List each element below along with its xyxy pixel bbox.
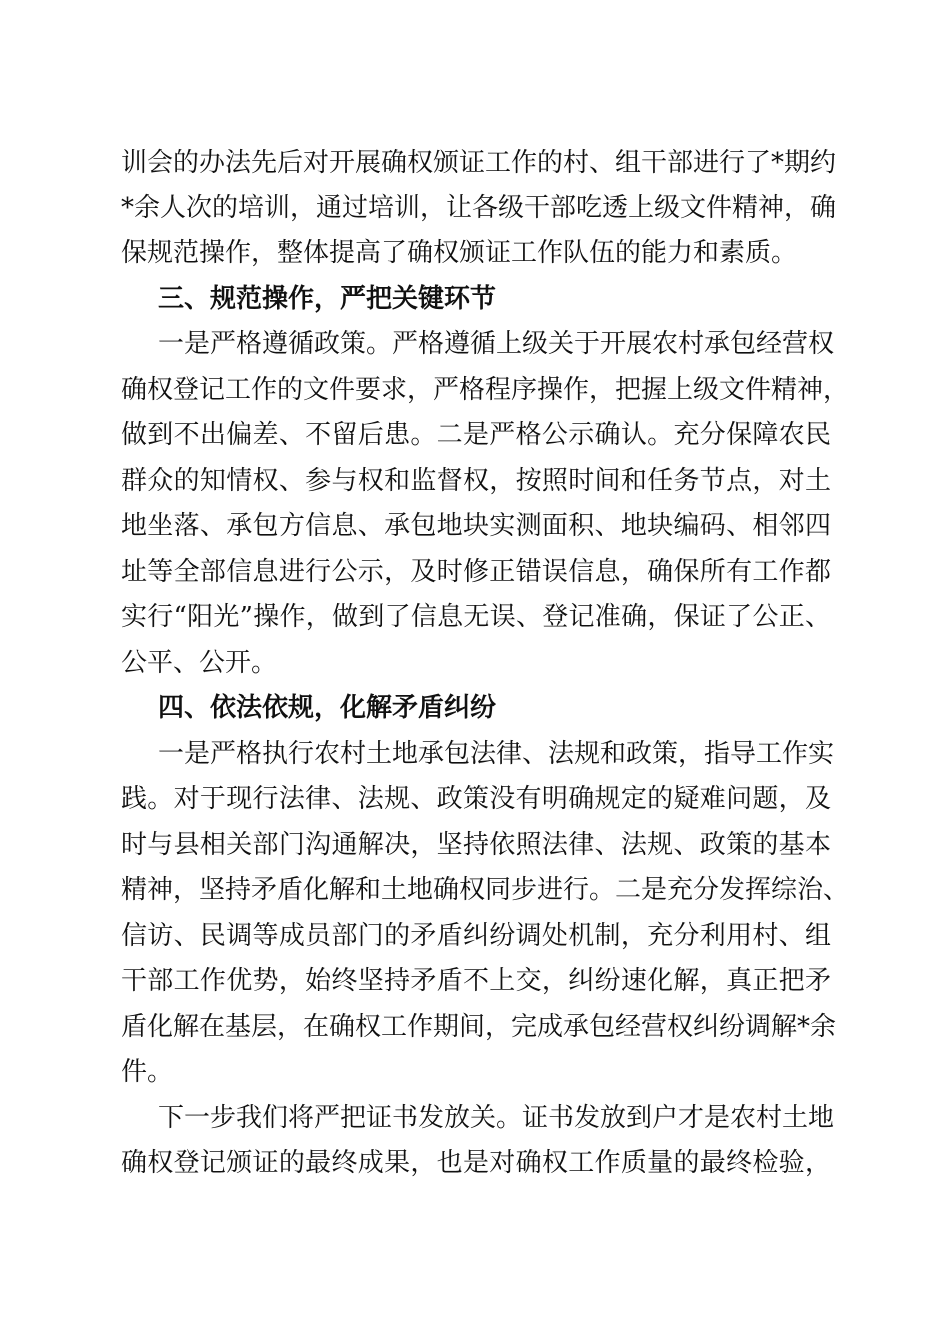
body-line: 确权登记工作的文件要求，严格程序操作，把握上级文件精神， <box>121 375 850 405</box>
section-heading-4: 四、依法依规，化解矛盾纠纷 <box>158 693 497 723</box>
body-line: 件。 <box>121 1057 174 1087</box>
body-line: 做到不出偏差、不留后患。二是严格公示确认。充分保障农民 <box>121 420 831 450</box>
body-line: 地坐落、承包方信息、承包地块实测面积、地块编码、相邻四 <box>121 511 831 541</box>
body-line: 信访、民调等成员部门的矛盾纠纷调处机制，充分利用村、组 <box>121 921 831 951</box>
body-line: 确权登记颁证的最终成果，也是对确权工作质量的最终检验， <box>121 1148 831 1178</box>
section-heading-3: 三、规范操作，严把关键环节 <box>158 284 497 314</box>
paragraph-first-line: 一是严格执行农村土地承包法律、法规和政策，指导工作实 <box>158 739 835 769</box>
body-line: 址等全部信息进行公示，及时修正错误信息，确保所有工作都 <box>121 557 831 587</box>
body-line: 群众的知情权、参与权和监督权，按照时间和任务节点，对土 <box>121 466 831 496</box>
body-line: 盾化解在基层，在确权工作期间，完成承包经营权纠纷调解*余 <box>121 1012 837 1042</box>
body-line: *余人次的培训，通过培训，让各级干部吃透上级文件精神，确 <box>121 193 837 223</box>
body-line: 干部工作优势，始终坚持矛盾不上交，纠纷速化解，真正把矛 <box>121 966 831 996</box>
paragraph-first-line: 一是严格遵循政策。严格遵循上级关于开展农村承包经营权 <box>158 329 835 359</box>
body-line: 训会的办法先后对开展确权颁证工作的村、组干部进行了*期约 <box>121 148 837 178</box>
body-line: 公平、公开。 <box>121 648 278 678</box>
body-line: 践。对于现行法律、法规、政策没有明确规定的疑难问题，及 <box>121 784 831 814</box>
body-line: 实行“阳光”操作，做到了信息无误、登记准确，保证了公正、 <box>121 602 831 632</box>
paragraph-first-line: 下一步我们将严把证书发放关。证书发放到户才是农村土地 <box>158 1103 835 1133</box>
body-line: 精神，坚持矛盾化解和土地确权同步进行。二是充分发挥综治、 <box>121 875 850 905</box>
body-line: 时与县相关部门沟通解决，坚持依照法律、法规、政策的基本 <box>121 830 831 860</box>
body-line: 保规范操作，整体提高了确权颁证工作队伍的能力和素质。 <box>121 238 798 268</box>
